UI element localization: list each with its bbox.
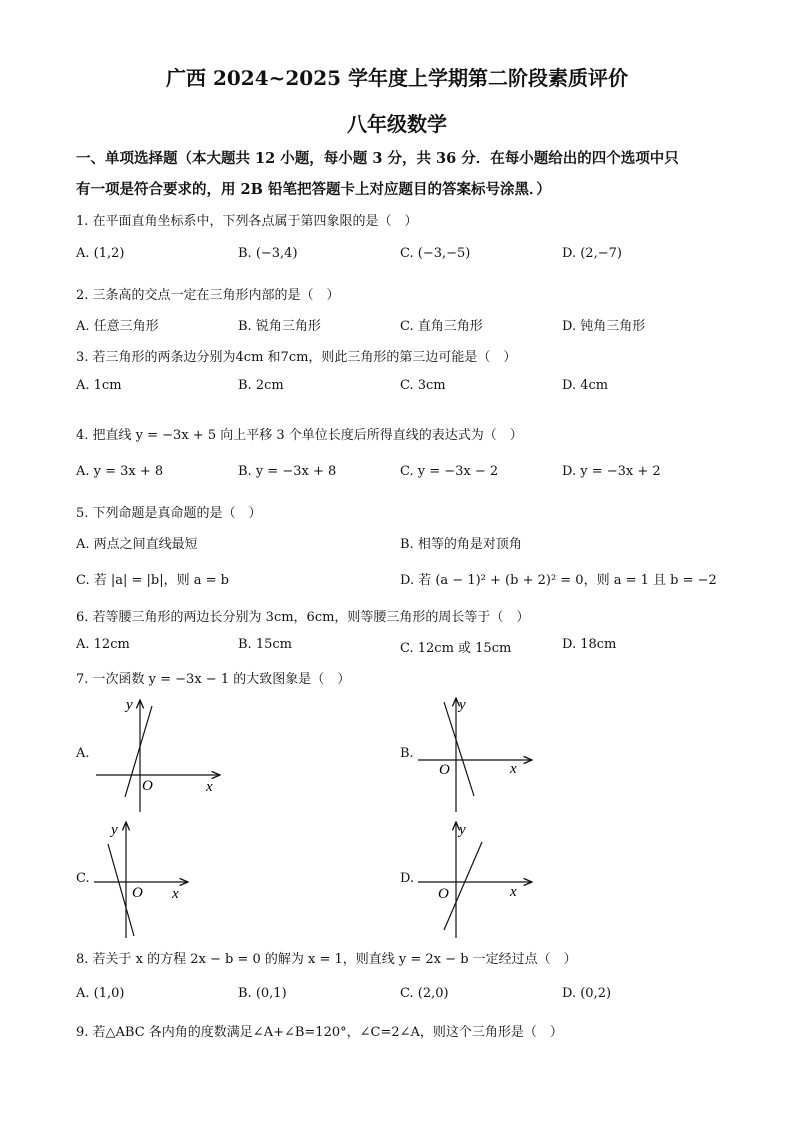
q7-graph-c bbox=[90, 818, 200, 943]
q7-graph-d bbox=[414, 818, 544, 943]
q7-option-a[interactable]: A. bbox=[76, 746, 90, 761]
question-8-stem: 8. 若关于 x 的方程 2x − b = 0 的解为 x = 1，则直线 y = 2x − b 一定经过点（ ） bbox=[76, 952, 577, 967]
x-axis-label: x bbox=[510, 761, 517, 777]
x-axis-label: x bbox=[172, 886, 179, 902]
q1-option-d[interactable]: D. (2,−7) bbox=[562, 246, 622, 261]
q4-option-d[interactable]: D. y = −3x + 2 bbox=[562, 464, 661, 479]
graph-line bbox=[108, 844, 134, 936]
q7-graph-b bbox=[414, 692, 544, 817]
origin-label: O bbox=[439, 762, 450, 778]
exam-subject: 八年级数学 bbox=[347, 112, 447, 136]
q2-option-a[interactable]: A. 任意三角形 bbox=[76, 319, 159, 334]
q3-option-d[interactable]: D. 4cm bbox=[562, 378, 609, 393]
q8-option-c[interactable]: C. (2,0) bbox=[400, 986, 449, 1001]
q2-option-c[interactable]: C. 直角三角形 bbox=[400, 319, 483, 334]
origin-label: O bbox=[438, 886, 449, 902]
graph-line bbox=[444, 842, 482, 930]
q5-option-d[interactable]: D. 若 (a − 1)² + (b + 2)² = 0，则 a = 1 且 b = −2 bbox=[400, 573, 717, 588]
section-header-line2: 有一项是符合要求的，用 2B 铅笔把答题卡上对应题目的答案标号涂黑．） bbox=[76, 181, 551, 198]
y-axis-label: y bbox=[459, 697, 466, 713]
q8-option-b[interactable]: B. (0,1) bbox=[238, 986, 287, 1001]
q7-option-b[interactable]: B. bbox=[400, 746, 414, 761]
q3-option-b[interactable]: B. 2cm bbox=[238, 378, 284, 393]
q3-option-c[interactable]: C. 3cm bbox=[400, 378, 446, 393]
q1-option-b[interactable]: B. (−3,4) bbox=[238, 246, 298, 261]
q6-option-b[interactable]: B. 15cm bbox=[238, 637, 292, 652]
q8-option-a[interactable]: A. (1,0) bbox=[76, 986, 125, 1001]
x-axis-label: x bbox=[206, 779, 213, 795]
q3-option-a[interactable]: A. 1cm bbox=[76, 378, 122, 393]
q1-option-c[interactable]: C. (−3,−5) bbox=[400, 246, 471, 261]
q4-option-a[interactable]: A. y = 3x + 8 bbox=[76, 464, 164, 479]
q2-option-b[interactable]: B. 锐角三角形 bbox=[238, 319, 321, 334]
question-6-stem: 6. 若等腰三角形的两边长分别为 3cm，6cm，则等腰三角形的周长等于（ ） bbox=[76, 610, 530, 625]
origin-label: O bbox=[132, 885, 143, 901]
question-5-stem: 5. 下列命题是真命题的是（ ） bbox=[76, 506, 262, 521]
q6-option-c[interactable]: C. 12cm 或 15cm bbox=[400, 641, 512, 656]
q7-option-d[interactable]: D. bbox=[400, 871, 415, 886]
graph-line bbox=[444, 702, 474, 796]
q7-graph-a bbox=[90, 692, 230, 817]
question-7-stem: 7. 一次函数 y = −3x − 1 的大致图象是（ ） bbox=[76, 672, 351, 687]
q4-option-b[interactable]: B. y = −3x + 8 bbox=[238, 464, 337, 479]
q6-option-a[interactable]: A. 12cm bbox=[76, 637, 130, 652]
question-2-stem: 2. 三条高的交点一定在三角形内部的是（ ） bbox=[76, 288, 340, 303]
y-axis-label: y bbox=[111, 822, 118, 838]
y-axis-label: y bbox=[126, 697, 133, 713]
question-1-stem: 1. 在平面直角坐标系中，下列各点属于第四象限的是（ ） bbox=[76, 214, 418, 229]
q1-option-a[interactable]: A. (1,2) bbox=[76, 246, 125, 261]
question-4-stem: 4. 把直线 y = −3x + 5 向上平移 3 个单位长度后所得直线的表达式为（ ） bbox=[76, 428, 523, 443]
q5-option-c[interactable]: C. 若 |a| = |b|，则 a = b bbox=[76, 573, 229, 588]
q7-option-c[interactable]: C. bbox=[76, 871, 90, 886]
question-9-stem: 9. 若△ABC 各内角的度数满足∠A+∠B=120°，∠C=2∠A，则这个三角形是（ ） bbox=[76, 1025, 563, 1040]
q2-option-d[interactable]: D. 钝角三角形 bbox=[562, 319, 646, 334]
q6-option-d[interactable]: D. 18cm bbox=[562, 637, 617, 652]
section-header-line1: 一、单项选择题（本大题共 12 小题，每小题 3 分，共 36 分．在每小题给出的四个选项中只 bbox=[76, 150, 679, 167]
q8-option-d[interactable]: D. (0,2) bbox=[562, 986, 612, 1001]
q5-option-b[interactable]: B. 相等的角是对顶角 bbox=[400, 537, 522, 552]
x-axis-label: x bbox=[510, 884, 517, 900]
q4-option-c[interactable]: C. y = −3x − 2 bbox=[400, 464, 499, 479]
exam-title: 广西 2024~2025 学年度上学期第二阶段素质评价 bbox=[165, 66, 628, 90]
q5-option-a[interactable]: A. 两点之间直线最短 bbox=[76, 537, 198, 552]
origin-label: O bbox=[142, 778, 153, 794]
question-3-stem: 3. 若三角形的两条边分别为4cm 和7cm，则此三角形的第三边可能是（ ） bbox=[76, 350, 517, 365]
y-axis-label: y bbox=[459, 822, 466, 838]
